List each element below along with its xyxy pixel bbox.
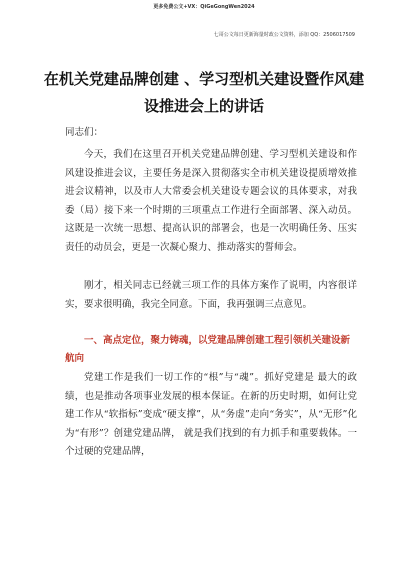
- paragraph-3: 党建工作是我们一切工作的“根”与“魂”。抓好党建是 最大的政绩，也是推动各项事业发展的根本保证。在新的历史时期，如何让党建工作从“软指标”变成“硬支撑”，从“务虚”走向“务实”，从“无形”化为“有形”？创建党建品牌， 就是我们找到的有力抓手和重要载体。一个过硬的党建品牌，: [65, 372, 357, 457]
- document-title: 在机关党建品牌创建 、学习型机关建设暨作风建设推进会上的讲话: [43, 70, 365, 115]
- section-heading-1: 一、高点定位，聚力铸魂，以党建品牌创建工程引领机关建设新航向: [65, 335, 351, 364]
- header-note: 七哥公文每日更新海量时政公文资料，添加 QQ：2506017509: [213, 32, 355, 38]
- top-banner: 更多免费公文+VX：QiGeGongWen2024: [153, 4, 255, 10]
- paragraph-2: 刚才，相关同志已经就三项工作的具体方案作了说明，内容很详实，要求很明确，我完全同意。下面，我再强调三点意见。: [65, 280, 357, 310]
- paragraph-1: 今天，我们在这里召开机关党建品牌创建、学习型机关建设和作风建设推进会议，主要任务是深入贯彻落实全市机关建设提质增效推进会议精神，以及市人大常委会机关建设专题会议的具体要求，对我委（局）接下来一个时期的三项重点工作进行全面部署、深入动员。这既是一次统一思想、提高认识的部署会，也是一次明确任务、压实责任的动员会，更是一次凝心聚力、推动落实的誓师会。: [65, 149, 357, 253]
- salutation: 同志们：: [65, 127, 104, 138]
